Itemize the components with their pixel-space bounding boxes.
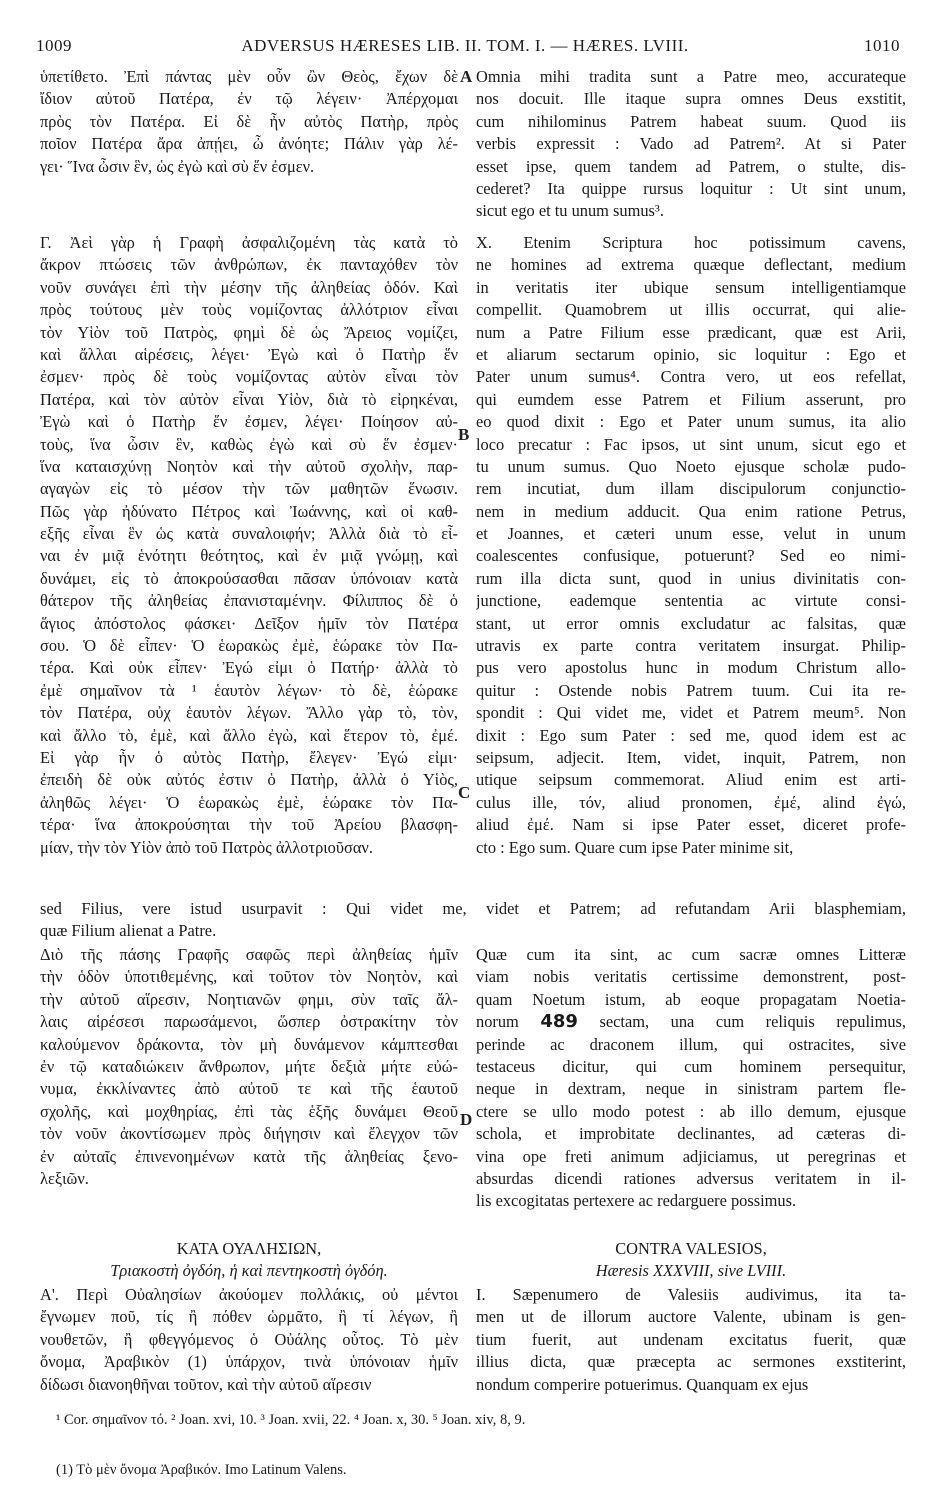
text-line: dixit : Ego sum Pater : sed me, quod idem est ac <box>476 725 906 745</box>
text-line: absurdas dicendi rationes adversus veritatem in il- <box>476 1168 906 1188</box>
text-line: cederet? Ita quippe rursus loquitur : Ut sint unum, <box>476 178 906 198</box>
text-line: seipsum, adjecit. Item, videt, inquit, Patrem, non <box>476 747 906 767</box>
text-line: viam nobis veritatis certissime demonstrent, post- <box>476 967 906 987</box>
margin-marker-a: A <box>460 67 473 86</box>
greek-column-main <box>40 232 458 859</box>
text-line: eo quod dixit : Ego et Pater unum sumus, ita alio <box>476 412 906 432</box>
text-line: νοῦν συνάγει ἐπὶ τὴν μέσην τῆς ἀληθείας ὁδόν. Καὶ <box>40 277 458 297</box>
text-line: in veritatis iter ubique sensum intelligentiamque <box>476 277 906 297</box>
text-line: πρὸς τούτους μὲν τοὺς νομίζοντας ἀλλότριον εἶναι <box>40 300 458 320</box>
text-line: τὸν Υἱὸν τοῦ Πατρὸς, φημὶ δὲ ὡς Ἄρειος νομίζει, <box>40 322 458 342</box>
running-title: ADVERSUS HÆRESES LIB. II. TOM. I. — HÆRES. LVIII. <box>241 36 689 55</box>
text-line: aliud ἐμέ. Nam si ipse Pater esset, diceret profe- <box>476 815 906 835</box>
text-line: ἅγιος ἀπόστολος φάσκει· Δεῖξον ἡμῖν τὸν Πατέρα <box>40 613 458 633</box>
text-line: ἄκρον πτώσεις τῶν ἀνθρώπων, ἐκ πανταχόθεν τὸν <box>40 255 458 275</box>
text-line: et aliarum sectarum opinio, sic loquitur : Ego et <box>476 344 906 364</box>
page-number-left: 1009 <box>36 36 72 55</box>
text-line: τὴν αὐτοῦ αἵρεσιν, Νοητιανῶν φημι, σὺν ταῖς ἄλ- <box>40 989 458 1009</box>
text-line: τοὺς, ἵνα ὦσιν ἓν, καθὼς ἐγὼ καὶ σὺ ἕν ἐσμεν· <box>40 434 458 454</box>
text-line: esset ipse, quem tandem ad Patrem, o stulte, dis- <box>476 156 906 176</box>
text-line: αγαγὼν εἰς τὸ μέσον τὴν τῶν μαθητῶν ἕνωσιν. <box>40 479 458 499</box>
text-line: Πατέρα, καὶ τὸν αὐτὸν εἶναι Υἱὸν, διὰ τὸ εἰρηκέναι, <box>40 389 458 409</box>
text-line: vina ope freti animum adjiciamus, ut peregrinas et <box>476 1146 906 1166</box>
text-line: Pater unum sumus⁴. Contra vero, ut eos refellat, <box>476 367 906 387</box>
text-line: γει· Ἵνα ὦσιν ἓν, ὡς ἐγὼ καὶ σὺ ἕν ἐσμεν. <box>40 156 315 176</box>
text-line: ὄνομα, Ἀραβικὸν (1) ὑπάρχον, τινὰ ὑπόνοιαν ἡμῖν <box>40 1352 458 1372</box>
text-line: culus ille, τόν, aliud pronomen, ἐμέ, alind ἐγώ, <box>476 792 906 812</box>
text-line-with-page-marker <box>476 1011 906 1033</box>
text-line: num a Patre Filium esse prædicant, quæ est Arii, <box>476 322 906 342</box>
text-line: λαις αἱρέσεσι παρωσάμενοι, ὥσπερ ὀστρακίτην τὸν <box>40 1012 458 1032</box>
text-line: I. Sæpenumero de Valesiis audivimus, ita ta- <box>476 1285 906 1304</box>
text-line: Διὸ τῆς πάσης Γραφῆς σαφῶς περὶ ἀληθείας ἡμῖν <box>40 945 458 964</box>
text-line: τὸν Πατέρα, οὐχ ἑαυτὸν λέγων. Ἄλλο γὰρ τὸ, τὸν, <box>40 703 458 723</box>
latin-column-lower <box>476 944 906 1213</box>
text-line: schola, et improbitate declinantes, ad cæteras di- <box>476 1124 906 1144</box>
text-line: Πῶς γὰρ ἠδύνατο Πέτρος καὶ Ἰωάννης, καὶ οἱ καθ- <box>40 501 458 521</box>
text-line: cto : Ego sum. Quare cum ipse Pater minime sit, <box>476 837 794 857</box>
text-line: ἐπειδὴ δὲ οὐκ αὐτός ἐστιν ὁ Πατὴρ, ἀλλὰ ὁ Υἱὸς, <box>40 770 458 790</box>
page-marker-489: 489 <box>540 1011 578 1033</box>
text-line: δίδωσι διανοηθῆναι τοῦτον, καὶ τὴν αὐτοῦ αἵρεσιν <box>40 1374 372 1394</box>
text-line: σου. Ὁ δὲ εἶπεν· Ὁ ἑωρακὼς ἐμὲ, ἑώρακε τὸν Πα- <box>40 636 458 656</box>
text-line: perinde ac draconem illum, qui ostracites, sive <box>476 1034 906 1054</box>
text-line: καὶ ἄλλο τὸ, ἐμὲ, καὶ ἄλλο ἐγὼ, καὶ ἕτερον τὸ, ἐμέ. <box>40 725 458 745</box>
text-line: νουθετῶν, ἢ φθεγγόμενος ὁ Οὐάλης οὗτος. Τὸ μὲν <box>40 1329 458 1349</box>
greek-heading-block <box>40 1238 458 1283</box>
text-line: rum illa dicta sunt, quod in unius divinitatis con- <box>476 568 906 588</box>
text-line: illius dicta, quæ præcepta ac sermones exstiterint, <box>476 1352 906 1372</box>
text-line: verbis expressit : Vado ad Patrem². At si Pater <box>476 134 906 154</box>
full-width-bridge <box>40 898 906 943</box>
text-line: τέρα. Καὶ οὐκ εἶπεν· Ἐγώ εἰμι ὁ Πατήρ· ἀλλὰ τὸ <box>40 658 458 678</box>
page-header <box>30 36 900 58</box>
text-line: ἐμὲ σημαῖνον τὰ ¹ ἑαυτὸν λέγων· τὸ δὲ, ἑώρακε <box>40 680 458 700</box>
greek-heading: ΚΑΤΑ ΟΥΑΛΗΣΙΩΝ, <box>176 1239 322 1258</box>
text-line: σχολῆς, καὶ μοχθηρίας, ἐπὶ τὰς ἑξῆς δυνάμει Θεοῦ <box>40 1101 458 1121</box>
text-line: men ut de illorum auctore Valente, ubinam is gen- <box>476 1307 906 1327</box>
text-fragment: norum <box>476 1012 519 1032</box>
text-line: sicut ego et tu unum sumus³. <box>476 201 664 221</box>
text-line: ναι ἐν μιᾷ ἑνότητι θεότητος, καὶ ἐν μιᾷ γνώμῃ, καὶ <box>40 546 458 566</box>
text-line: ἐν τῷ καταδιώκειν ἄνθρωπον, μήτε δεξιὰ μήτε εὐώ- <box>40 1056 458 1076</box>
text-line: pus vero apostolus hunc in modum Christum allo- <box>476 658 906 678</box>
text-line: ἐσμεν· πρὸς δὲ τοὺς νομίζοντας αὐτὸν εἶναι τὸν <box>40 367 458 387</box>
text-line: Α'. Περὶ Οὐαλησίων ἀκούομεν πολλάκις, οὐ μέντοι <box>40 1285 458 1304</box>
text-line: spondit : Qui videt me, videt et Patrem meum⁵. Non <box>476 703 906 723</box>
text-line: cum nihilominus Patrem habeat suum. Quod iis <box>476 111 906 131</box>
text-line: utravis ex parte contra veritatem insurgat. Philip- <box>476 636 906 656</box>
text-line: θάτερον τῆς ἀληθείας ἐπανισταμένην. Φίλιππος δὲ ὁ <box>40 591 458 611</box>
text-line: ἵνα καταισχύνῃ Νοητὸν καὶ τὴν αὐτοῦ σχολὴν, παρ- <box>40 456 458 476</box>
text-line: tu unum sumus. Quo Noeto ejusque scholæ pudo- <box>476 456 906 476</box>
text-line: ἐν αὐταῖς ἐπινενοημένων κατὰ τῆς ἀληθείας ξενο- <box>40 1146 458 1166</box>
text-line: compellit. Quamobrem ut illis occurrat, qui alie- <box>476 300 906 320</box>
text-line: neque in dextram, neque in sinistram partem fle- <box>476 1079 906 1099</box>
greek-subheading: Τριακοστὴ ὀγδόη, ἡ καὶ πεντηκοστὴ ὀγδόη. <box>110 1261 388 1281</box>
text-line: quam Noetum istum, ab eoque propagatam Noetia- <box>476 989 906 1009</box>
latin-heading-block <box>476 1238 906 1283</box>
text-fragment: sectam, una cum reliquis repulimus, <box>599 1012 906 1032</box>
text-line: sed Filius, vere istud usurpavit : Qui videt me, videt et Patrem; ad refutandam Arii blasphemiam, <box>40 899 906 918</box>
text-line: coalescentes confusique, potuerunt? Sed eo nimi- <box>476 546 906 566</box>
text-line: καλούμενον δράκοντα, τὸν μὴ δυνάμενον κάμπτεσθαι <box>40 1034 458 1054</box>
text-line: εξῆς εἶναι ἓν ὡς κατὰ συναλοιφήν; Ἀλλὰ διὰ τὸ εἶ- <box>40 524 458 544</box>
text-line: nos docuit. Ille itaque supra omnes Deus exstitit, <box>476 89 906 109</box>
margin-marker-d: D <box>460 1110 473 1129</box>
text-line: ἴδιον αὐτοῦ Πατέρα, ἐν τῷ λέγειν· Ἀπέρχομαι <box>40 89 458 109</box>
latin-column-main <box>476 232 906 859</box>
editor-note: (1) Τὸ μὲν ὄνομα Ἀραβικόν. Imo Latinum Valens. <box>56 1462 347 1478</box>
text-line: ποῖον Πατέρα ἄρα ἀπῄει, ὦ ἀνόητε; Πάλιν γὰρ λέ- <box>40 134 458 154</box>
text-line: testaceus dicitur, qui cum hominem persequitur, <box>476 1056 906 1076</box>
text-line: nem in medium adducit. Qua enim ratione Petrus, <box>476 501 906 521</box>
text-line: νυμα, ἐκκλίναντες ἀπὸ αὐτοῦ τε καὶ τῆς ἑαυτοῦ <box>40 1079 458 1099</box>
greek-column-top <box>40 66 458 178</box>
text-line: ἀληθῶς λέγει· Ὁ ἑωρακὼς ἐμὲ, ἑώρακε τὸν Πα- <box>40 792 458 812</box>
text-line: τέρα· ἵνα ἀποκρούσηται τὴν τοῦ Ἀρείου βλασφη- <box>40 815 458 835</box>
text-line: ὑπετίθετο. Ἐπὶ πάντας μὲν οὖν ὢν Θεὸς, ἔχων δὲ <box>40 67 458 86</box>
text-line: utique seipsum commemorat. Aliud enim est arti- <box>476 770 906 790</box>
greek-column-lower <box>40 944 458 1190</box>
page-number-right: 1010 <box>864 36 900 55</box>
text-line: δυνάμει, εἰς τὸ ἀποκρούσασθαι πᾶσαν ὑπόνοιαν κατὰ <box>40 568 458 588</box>
text-line: μίαν, τὴν τὸν Υἱὸν ἀπὸ τοῦ Πατρὸς ἀλλοτριοῦσαν. <box>40 837 373 857</box>
text-line: ἔγνωμεν ποῦ, τίς ἢ πόθεν ὡρμᾶτο, ἢ τί λέγων, ἢ <box>40 1307 458 1327</box>
text-line: πρὸς τὸν Πατέρα. Εἰ δὲ ἦν αὐτὸς Πατὴρ, πρὸς <box>40 111 458 131</box>
latin-heading: CONTRA VALESIOS, <box>615 1239 767 1258</box>
latin-column-end <box>476 1284 906 1396</box>
text-line: Ἐγὼ καὶ ὁ Πατὴρ ἕν ἐσμεν, λέγει· Ποίησον αὐ- <box>40 412 458 432</box>
text-line: et Joannes, et cæteri unum esse, velut in unum <box>476 524 906 544</box>
text-line: tium fuerit, aut undenam excitatus fuerit, quæ <box>476 1329 906 1349</box>
text-line: ctere se ullo modo potest : ab illo demum, ejusque <box>476 1101 906 1121</box>
text-line: Εἰ γὰρ ἦν ὁ αὐτὸς Πατὴρ, ἔλεγεν· Ἐγώ εἰμι· <box>40 747 458 767</box>
text-line: nondum comperire potuerimus. Quanquam ex ejus <box>476 1374 809 1394</box>
text-line: Γ. Ἀεὶ γὰρ ἡ Γραφὴ ἀσφαλιζομένη τὰς κατὰ τὸ <box>40 233 458 252</box>
footnotes: ¹ Cor. σημαῖνον τό. ² Joan. xvi, 10. ³ Joan. xvii, 22. ⁴ Joan. x, 30. ⁵ Joan. xiv, 8, 9. <box>56 1412 526 1428</box>
text-line: Quæ cum ita sint, ac cum sacræ omnes Litteræ <box>476 945 906 964</box>
text-line: lis excogitatas pertexere ac redarguere possimus. <box>476 1191 797 1211</box>
text-line: τὴν ὁδὸν ὑποτιθεμένης, καὶ τοῦτον τὸν Νοητὸν, καὶ <box>40 967 458 987</box>
text-line: stant, ut error omnis excludatur ac falsitas, quæ <box>476 613 906 633</box>
text-line: λεξιῶν. <box>40 1168 89 1188</box>
text-line: rem incutiat, dum illam discipulorum conjunctio- <box>476 479 906 499</box>
latin-column-top <box>476 66 906 223</box>
margin-marker-c: C <box>458 783 471 802</box>
text-line: Omnia mihi tradita sunt a Patre meo, accurateque <box>476 67 906 86</box>
margin-marker-b: B <box>458 425 470 444</box>
text-line: loco precatur : Fac ipsos, ut sint unum, sicut ego et <box>476 434 906 454</box>
text-line: quæ Filium alienat a Patre. <box>40 921 217 941</box>
text-line: τὸν νοῦν ἀκοντίσωμεν πρὸς διήγησιν καὶ ἔλεγχον τῶν <box>40 1124 458 1144</box>
text-line: junctione, eademque sententia ac virtute consi- <box>476 591 906 611</box>
latin-subheading: Hæresis XXXVIII, sive LVIII. <box>595 1261 787 1281</box>
text-line: X. Etenim Scriptura hoc potissimum cavens, <box>476 233 906 252</box>
text-line: ne homines ad extrema quæque deflectant, medium <box>476 255 906 275</box>
text-line: καὶ ἄλλαι αἱρέσεις, λέγει· Ἐγὼ καὶ ὁ Πατὴρ ἕν <box>40 344 458 364</box>
text-line: quitur : Ostende nobis Patrem tuum. Cui ita re- <box>476 680 906 700</box>
text-line: qui eumdem esse Patrem et Filium asserunt, pro <box>476 389 906 409</box>
greek-column-end <box>40 1284 458 1396</box>
